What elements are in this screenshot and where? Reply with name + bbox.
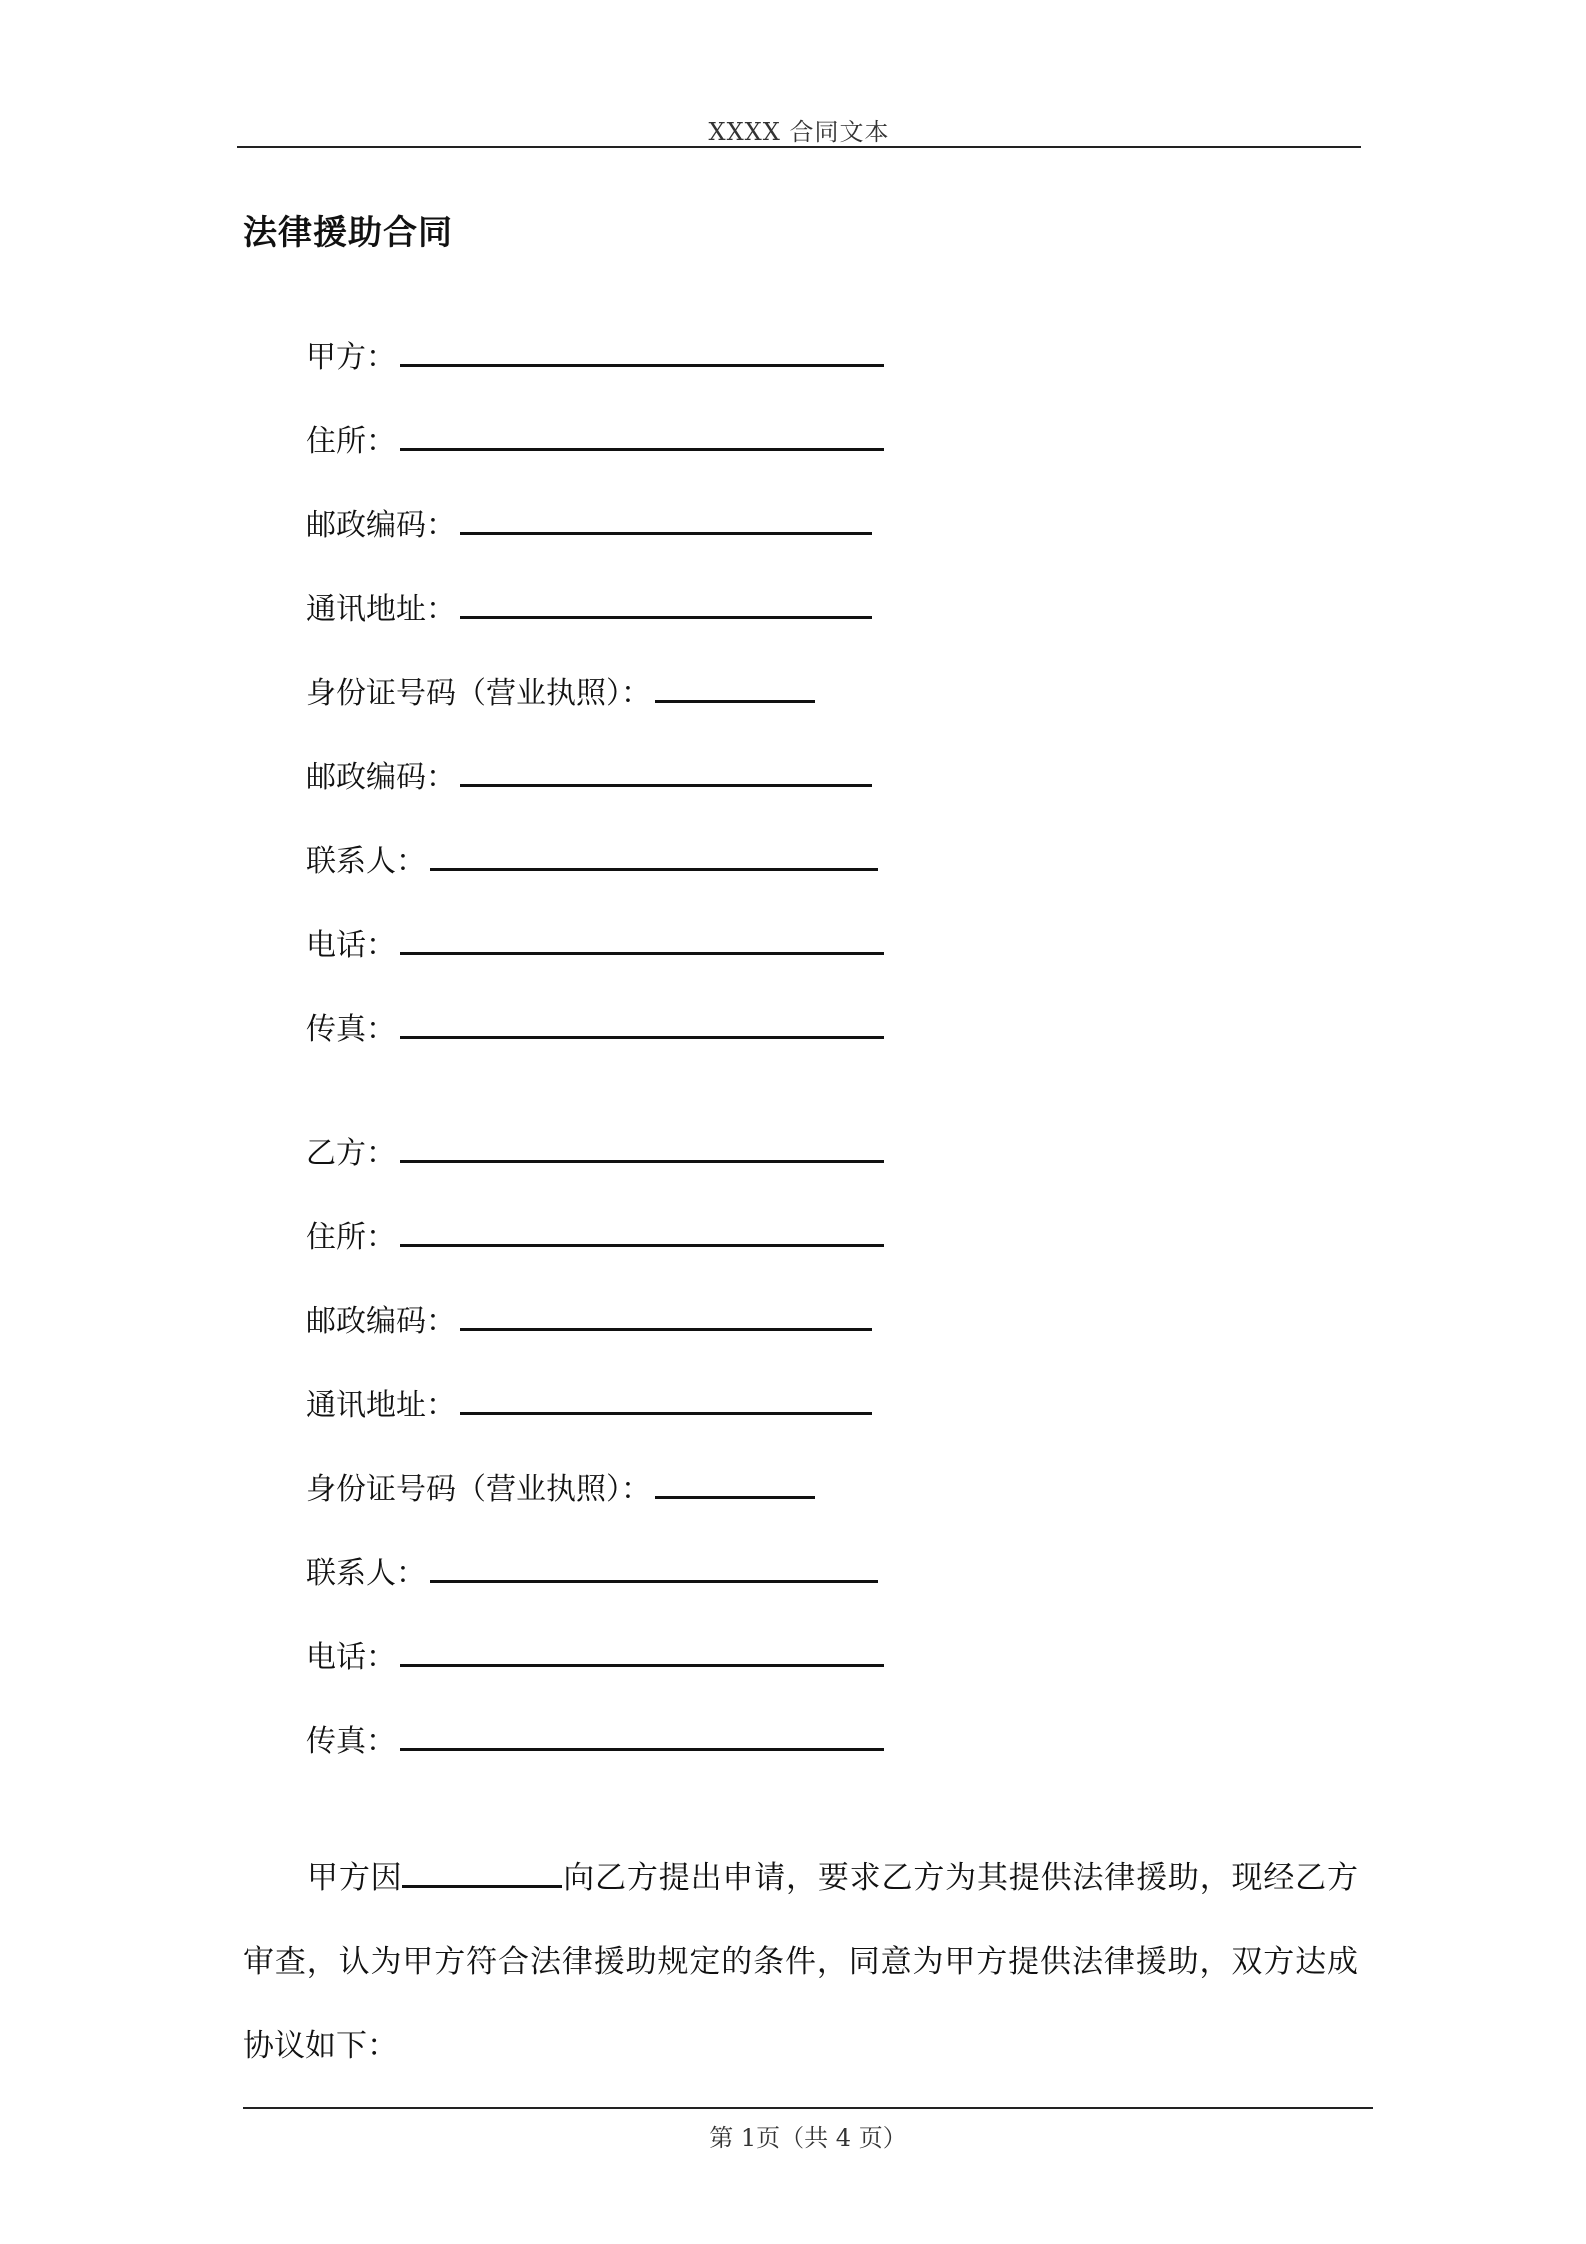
- field-label: 住所：: [306, 424, 396, 459]
- fill-in-blank: [400, 1724, 884, 1751]
- party-a-phone-field: [306, 926, 884, 966]
- party-b-mailing-address-field: [306, 1386, 872, 1426]
- fill-in-blank: [460, 1304, 872, 1331]
- fill-in-blank: [400, 1136, 884, 1163]
- field-label: 联系人：: [306, 1556, 426, 1591]
- party-b-postcode-field: [306, 1302, 872, 1342]
- party-a-postcode-field: [306, 506, 872, 546]
- field-label: 联系人：: [306, 844, 426, 879]
- fill-in-blank: [400, 928, 884, 955]
- fill-in-blank: [655, 1472, 815, 1499]
- field-label: 邮政编码：: [306, 1304, 456, 1339]
- footer-divider: [243, 2107, 1373, 2109]
- party-a-id-number-field: [306, 674, 815, 714]
- fill-in-blank: [430, 844, 878, 871]
- page-number: 第 1页（共 4 页）: [709, 2124, 907, 2152]
- field-label: 通讯地址：: [306, 1388, 456, 1423]
- fill-in-blank: [460, 592, 872, 619]
- field-label: 甲方：: [306, 340, 396, 375]
- field-label: 电话：: [306, 928, 396, 963]
- fill-in-blank: [400, 1220, 884, 1247]
- field-label: 乙方：: [306, 1136, 396, 1171]
- fill-in-blank: [460, 508, 872, 535]
- fill-in-blank: [460, 1388, 872, 1415]
- party-b-fax-field: [306, 1722, 884, 1762]
- party-b-id-number-field: [306, 1470, 815, 1510]
- party-a-mailing-address-field: [306, 590, 872, 630]
- fill-in-blank: [655, 676, 815, 703]
- party-a-fax-field: [306, 1010, 884, 1050]
- party-b-contact-field: [306, 1554, 878, 1594]
- running-header: XXXX 合同文本: [708, 118, 890, 146]
- header-divider: [237, 146, 1361, 148]
- fill-in-blank: [400, 340, 884, 367]
- fill-in-blank: [400, 1012, 884, 1039]
- field-label: 传真：: [306, 1012, 396, 1047]
- party-b-address-field: [306, 1218, 884, 1258]
- document-title: 法律援助合同: [243, 213, 453, 253]
- field-label: 身份证号码（营业执照）：: [306, 676, 651, 711]
- party-a-contact-field: [306, 842, 878, 882]
- party-a-postcode-2-field: [306, 758, 872, 798]
- fill-in-blank: [430, 1556, 878, 1583]
- field-label: 邮政编码：: [306, 760, 456, 795]
- field-label: 传真：: [306, 1724, 396, 1759]
- field-label: 住所：: [306, 1220, 396, 1255]
- field-label: 身份证号码（营业执照）：: [306, 1472, 651, 1507]
- field-label: 电话：: [306, 1640, 396, 1675]
- fill-in-blank: [400, 424, 884, 451]
- fill-in-blank: [400, 1640, 884, 1667]
- party-b-name-field: [306, 1134, 884, 1174]
- fill-in-blank: [402, 1861, 562, 1888]
- paragraph-rest: 向乙方提出申请，要求乙方为其提供法律援助，现经乙方审查，认为甲方符合法律援助规定的条件，同意为甲方提供法律援助，双方达成协议如下：: [243, 1860, 1359, 2064]
- party-a-name-field: [306, 338, 884, 378]
- party-a-address-field: [306, 422, 884, 462]
- field-label: 邮政编码：: [306, 508, 456, 543]
- agreement-paragraph: [243, 1836, 1358, 2088]
- field-label: 通讯地址：: [306, 592, 456, 627]
- party-b-phone-field: [306, 1638, 884, 1678]
- paragraph-start: 甲方因: [307, 1860, 403, 1896]
- fill-in-blank: [460, 760, 872, 787]
